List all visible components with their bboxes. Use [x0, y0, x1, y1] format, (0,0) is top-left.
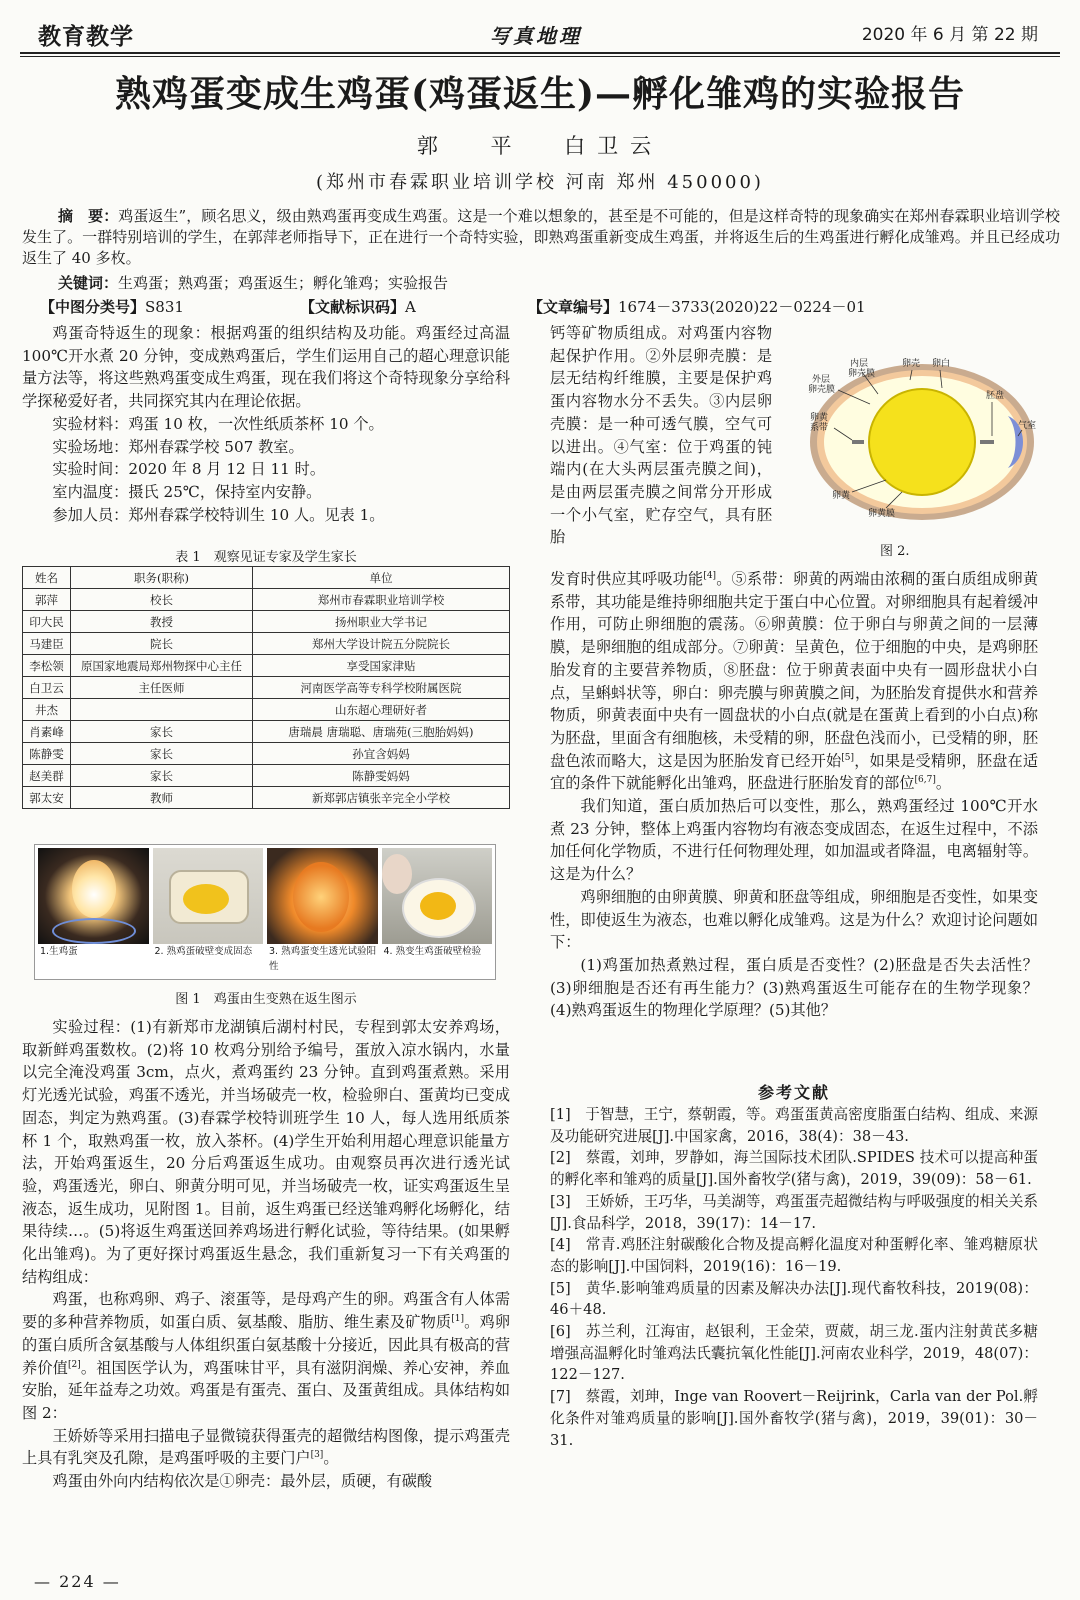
right-column-wide: [550, 568, 1038, 1022]
table-cell: 白卫云: [23, 677, 71, 699]
table-cell: 郑州大学设计院五分院院长: [253, 633, 510, 655]
table-cell: 陈静雯: [23, 743, 71, 765]
article-affiliation: (郑州市春霖职业培训学校 河南 郑州 450000): [316, 172, 764, 193]
left-column-lower: [22, 1016, 510, 1493]
protein-denature-paragraph: 我们知道，蛋白质加热后可以变性，那么，熟鸡蛋经过 100℃开水煮 23 分钟，整体上鸡蛋内容物均有液态变成固态，在返生过程中，不添加任何化学物质，不进行任何物理处理，如加温或者降温，电离辐射等。这是为什么？: [550, 797, 1038, 884]
structure-continued: 钙等矿物质组成。对鸡蛋内容物起保护作用。②外层卵壳膜：是层无结构纤维膜，主要是保护鸡蛋内容物水分不丢失。③内层卵壳膜：是一种可透气膜，空气可以进出。④气室：位于鸡蛋的钝端内(在大头两层蛋壳膜之间)，是由两层蛋壳膜之间常分开形成一个小气室，贮存空气，具有胚胎: [550, 324, 772, 547]
photo-caption: 3. 熟鸡蛋变生透光试验阳性: [269, 946, 377, 972]
figure1-caption: 图 1 鸡蛋由生变熟在返生图示: [175, 992, 357, 1007]
page-number: — 224 —: [34, 1572, 121, 1591]
table-cell: 原国家地震局郑州物探中心主任: [71, 655, 253, 677]
site-line: 实验场地：郑州春霖学校 507 教室。: [52, 437, 304, 456]
photo-caption: 1.生鸡蛋: [40, 946, 78, 957]
shell-structure-paragraph: 王娇娇等采用扫描电子显微镜获得蛋壳的超微结构图像，提示鸡蛋壳上具有乳突及孔隙，是鸡蛋呼吸的主要门户[3]。: [22, 1426, 510, 1468]
photo-caption: 4. 熟变生鸡蛋破壁检验: [383, 946, 482, 957]
table-cell: 郭萍: [23, 589, 71, 611]
table-cell: 教师: [71, 787, 253, 809]
table1-caption: 表 1 观察见证专家及学生家长: [175, 550, 357, 565]
header-issue: 2020 年 6 月 第 22 期: [861, 25, 1038, 45]
svg-text:卵壳膜: 卵壳膜: [848, 369, 876, 379]
label-shell: 卵壳: [902, 359, 921, 369]
table-row: [23, 787, 510, 809]
label-chalaza: 卵黄: [810, 413, 829, 423]
table-row: [23, 589, 510, 611]
keywords: [58, 272, 448, 293]
photo-candling-test: [267, 848, 378, 976]
discussion-intro-paragraph: 鸡卵细胞的由卵黄膜、卵黄和胚盘等组成，卵细胞是否变性，如果变性，即使返生为液态，也难以孵化成雏鸡。这是为什么？欢迎讨论问题如下：: [550, 887, 1038, 952]
table-cell: [71, 699, 253, 721]
table1-header: 单位: [253, 567, 510, 589]
table-cell: 家长: [71, 743, 253, 765]
article-authors: 郭 平 白卫云: [416, 134, 664, 158]
table-row: [23, 611, 510, 633]
references-list: [550, 1104, 1038, 1451]
table-cell: 新郑郭店镇张辛完全小学校: [253, 787, 510, 809]
table-row: [23, 633, 510, 655]
figure2-caption: 图 2.: [880, 544, 910, 559]
table-row: [23, 743, 510, 765]
svg-text:卵壳膜: 卵壳膜: [808, 385, 836, 395]
header-rule-thin: [20, 56, 1060, 57]
table-cell: 郑州市春霖职业培训学校: [253, 589, 510, 611]
table-cell: 校长: [71, 589, 253, 611]
structure-order-paragraph: 鸡蛋由外向内结构依次是①卵壳：最外层，质硬，有碳酸: [52, 1472, 433, 1491]
reference-item: [6] 苏兰利，江海宙，赵银利，王金荣，贾葳，胡三龙.蛋内注射黄芪多糖增强高温孵化时雏鸡法氏囊抗氧化性能[J].河南农业科学，2019，48(07)：122－127.: [550, 1323, 1038, 1384]
reference-item: [7] 蔡霞，刘珅，Inge van Roovert－Reijrink，Carla van der Pol.孵化条件对雏鸡质量的影响[J].国外畜牧学(猪与禽)，2019，39(01)：30－31.: [550, 1388, 1038, 1449]
keywords-label: 关键词：: [58, 274, 119, 292]
abstract: [22, 206, 1060, 269]
table-cell: 河南医学高等专科学校附属医院: [253, 677, 510, 699]
article-title: 熟鸡蛋变成生鸡蛋(鸡蛋返生)—孵化雏鸡的实验报告: [114, 73, 966, 115]
left-column-upper: [22, 322, 510, 526]
discussion-questions: (1)鸡蛋加热煮熟过程，蛋白质是否变性？(2)胚盘是否失去活性？(3)卵细胞是否还有再生能力？(3)熟鸡蛋返生可能存在的生物学现象？(4)熟鸡蛋返生的物理化学原理？(5)其他？: [550, 955, 1038, 1020]
reference-item: [1] 于智慧，王宁，蔡朝霞，等。鸡蛋蛋黄高密度脂蛋白结构、组成、来源及功能研究进展[J].中国家禽，2016，38(4)：38－43.: [550, 1106, 1038, 1145]
figure1-photos: [34, 844, 496, 980]
egg-definition-paragraph: 鸡蛋，也称鸡卵、鸡子、滚蛋等，是母鸡产生的卵。鸡蛋含有人体需要的多种营养物质，如蛋白质、氨基酸、脂肪、维生素及矿物质[1]。鸡卵的蛋白质所含氨基酸与人体组织蛋白氨基酸十分接近，因此具有极高的营养价值[2]。祖国医学认为，鸡蛋味甘平，具有滋阴润燥、养心安神，养血安胎，延年益寿之功效。鸡蛋是有蛋壳、蛋白、及蛋黄组成。具体结构如图 2：: [22, 1290, 511, 1422]
time-line: 实验时间：2020 年 8 月 12 日 11 时。: [52, 460, 326, 479]
photo-caption: 2. 熟鸡蛋破壁变成固态: [154, 946, 253, 957]
label-yolk: 卵黄: [832, 491, 851, 501]
photo-cooked-egg: [153, 848, 264, 976]
table-cell: 郭太安: [23, 787, 71, 809]
table-cell: 赵美群: [23, 765, 71, 787]
table1: [22, 566, 510, 809]
table-cell: 唐瑞晨 唐瑞聪、唐瑞苑(三胞胎妈妈): [253, 721, 510, 743]
yolk-circle: [869, 389, 975, 495]
table1-header-row: [23, 567, 510, 589]
table-cell: 印大民: [23, 611, 71, 633]
table1-header: 职务(职称): [71, 567, 253, 589]
table-row: [23, 677, 510, 699]
reference-item: [3] 王娇娇，王巧华，马美湖等，鸡蛋蛋壳超微结构与呼吸强度的相关关系[J].食品科学，2018，39(17)：14－17.: [550, 1192, 1038, 1232]
article-number: 【文章编号】1674－3733(2020)22－0224－01: [528, 298, 866, 316]
table1-header: 姓名: [23, 567, 71, 589]
references-heading: 参考文献: [757, 1083, 830, 1102]
label-albumen: 卵白: [932, 359, 951, 369]
table-cell: 李松领: [23, 655, 71, 677]
intro-paragraph: 鸡蛋奇特返生的现象：根据鸡蛋的组织结构及功能。鸡蛋经过高温 100℃开水煮 20 分钟，变成熟鸡蛋后，学生们运用自己的超心理意识能量方法等，将这些熟鸡蛋变成生鸡蛋，现在我们将这个奇特现象分享给科学探秘爱好者，共同探究其内在理论依据。: [22, 324, 510, 411]
table-cell: 山东超心理研好者: [253, 699, 510, 721]
reference-item: [5] 黄华.影响雏鸡质量的因素及解决办法[J].现代畜牧科技，2019(08)：46＋48.: [550, 1279, 1038, 1319]
photo-raw-egg: [38, 848, 149, 976]
header-rule: [20, 52, 1060, 54]
label-air-cell: 气室: [1018, 421, 1037, 431]
label-outer-membrane: 外层: [812, 375, 831, 385]
structure-detail-paragraph: 发育时供应其呼吸功能[4]。⑤系带：卵黄的两端由浓稠的蛋白质组成卵黄系带，其功能是维持卵细胞共定于蛋白中心位置。对卵细胞具有起着缓冲作用，可防止卵细胞的震荡。⑥卵黄膜：位于卵白与卵黄之间的一层薄膜，是卵细胞的组成部分。⑦卵黄：呈黄色，位于细胞的中央，是鸡卵胚胎发育的主要营养物质，⑧胚盘：位于卵黄表面中央有一圆形盘状小白点，呈蝌蚪状等，卵白：卵壳膜与卵黄膜之间，为胚胎发育提供水和营养物质，卵黄表面中央有一圆盘状的小白点(就是在蛋黄上看到的小白点)称为胚盘，里面含有细胞核，未受精的卵，胚盘色浅而小，已受精的卵，胚盘色浓而略大，这是因为胚胎发育已经开始[5]，如果是受精卵，胚盘在适宜的条件下就能孵化出雏鸡，胚盘进行胚胎发育的部位[6,7]。: [550, 570, 1039, 793]
table-cell: 孙宜含妈妈: [253, 743, 510, 765]
table-row: [23, 699, 510, 721]
label-inner-membrane: 内层: [850, 359, 869, 369]
label-yolk-membrane: 卵黄膜: [868, 509, 896, 519]
table-cell: 院长: [71, 633, 253, 655]
materials-line: 实验材料：鸡蛋 10 枚，一次性纸质茶杯 10 个。: [52, 414, 384, 433]
table-cell: 肖素峰: [23, 721, 71, 743]
reference-item: [2] 蔡霞，刘珅，罗静如，海兰国际技术团队.SPIDES 技术可以提高种蛋的孵化率和雏鸡的质量[J].国外畜牧学(猪与禽)，2019，39(09)：58－61.: [550, 1149, 1038, 1189]
abstract-label: 摘 要：: [58, 207, 119, 225]
right-column-narrow: [550, 322, 772, 549]
table-row: [23, 721, 510, 743]
table-row: [23, 655, 510, 677]
label-blastodisc: 胚盘: [986, 391, 1005, 401]
table-cell: 家长: [71, 721, 253, 743]
header-journal-name: 写真地理: [490, 24, 582, 48]
table-cell: 享受国家津贴: [253, 655, 510, 677]
table-cell: 井杰: [23, 699, 71, 721]
process-paragraph: 实验过程：(1)有新郑市龙湖镇后湖村村民，专程到郭太安养鸡场，取新鲜鸡蛋数枚。(2)将 10 枚鸡分别给予编号，蛋放入凉水锅内，水量以完全淹没鸡蛋 3cm，点火，煮鸡蛋约 23 分钟。直到鸡蛋煮熟。采用灯光透光试验，鸡蛋不透光，并当场破壳一枚，检验卵白、蛋黄均已变成固态，判定为熟鸡蛋。(3)春霖学校特训班学生 10 人，每人选用纸质茶杯 1 个，取熟鸡蛋一枚，放入茶杯。(4)学生开始利用超心理意识能量方法，开始鸡蛋返生，20 分后鸡蛋返生成功。由观察员再次进行透光试验，鸡蛋透光，卵白、卵黄分明可见，并当场破壳一枚，证实鸡蛋返生呈液态，返生成功，见附图 1。目前，返生鸡蛋已经送雏鸡孵化场孵化，结果待续…。(5)将返生鸡蛋送回养鸡场进行孵化试验，等待结果。(如果孵化出雏鸡)。为了更好探讨鸡蛋返生悬念，我们重新复习一下有关鸡蛋的结构组成：: [22, 1018, 510, 1286]
abstract-text: 鸡蛋返生”，顾名思义，级由熟鸡蛋再变成生鸡蛋。这是一个难以想象的，甚至是不可能的，但是这样奇特的现象确实在郑州春霖职业培训学校发生了。一群特别培训的学生，在郭萍老师指导下，正在进行一个奇特实验，即熟鸡蛋重新变成生鸡蛋，并将返生后的生鸡蛋进行孵化成雏鸡。并且已经成功返生了 40 多枚。: [22, 207, 1060, 267]
photo-broken-egg: [382, 848, 493, 976]
document-code: 【文献标识码】A: [300, 298, 416, 316]
table-cell: 陈静雯妈妈: [253, 765, 510, 787]
keywords-text: 生鸡蛋；熟鸡蛋；鸡蛋返生；孵化雏鸡；实验报告: [118, 274, 449, 292]
egg-structure-diagram: [782, 332, 1044, 564]
table-cell: 家长: [71, 765, 253, 787]
table-cell: 教授: [71, 611, 253, 633]
table-cell: 主任医师: [71, 677, 253, 699]
reference-item: [4] 常青.鸡胚注射碳酸化合物及提高孵化温度对种蛋孵化率、雏鸡糖原状态的影响[J].中国饲料，2019(16)：16－19.: [550, 1236, 1038, 1275]
participants-line: 参加人员：郑州春霖学校特训生 10 人。见表 1。: [52, 505, 385, 524]
table-row: [23, 765, 510, 787]
temperature-line: 室内温度：摄氏 25℃，保持室内安静。: [52, 482, 322, 501]
svg-text:系带: 系带: [810, 423, 829, 433]
table-cell: 马建臣: [23, 633, 71, 655]
clc-number: 【中图分类号】S831: [40, 298, 184, 316]
header-column-name: 教育教学: [38, 24, 134, 50]
table-cell: 扬州职业大学书记: [253, 611, 510, 633]
